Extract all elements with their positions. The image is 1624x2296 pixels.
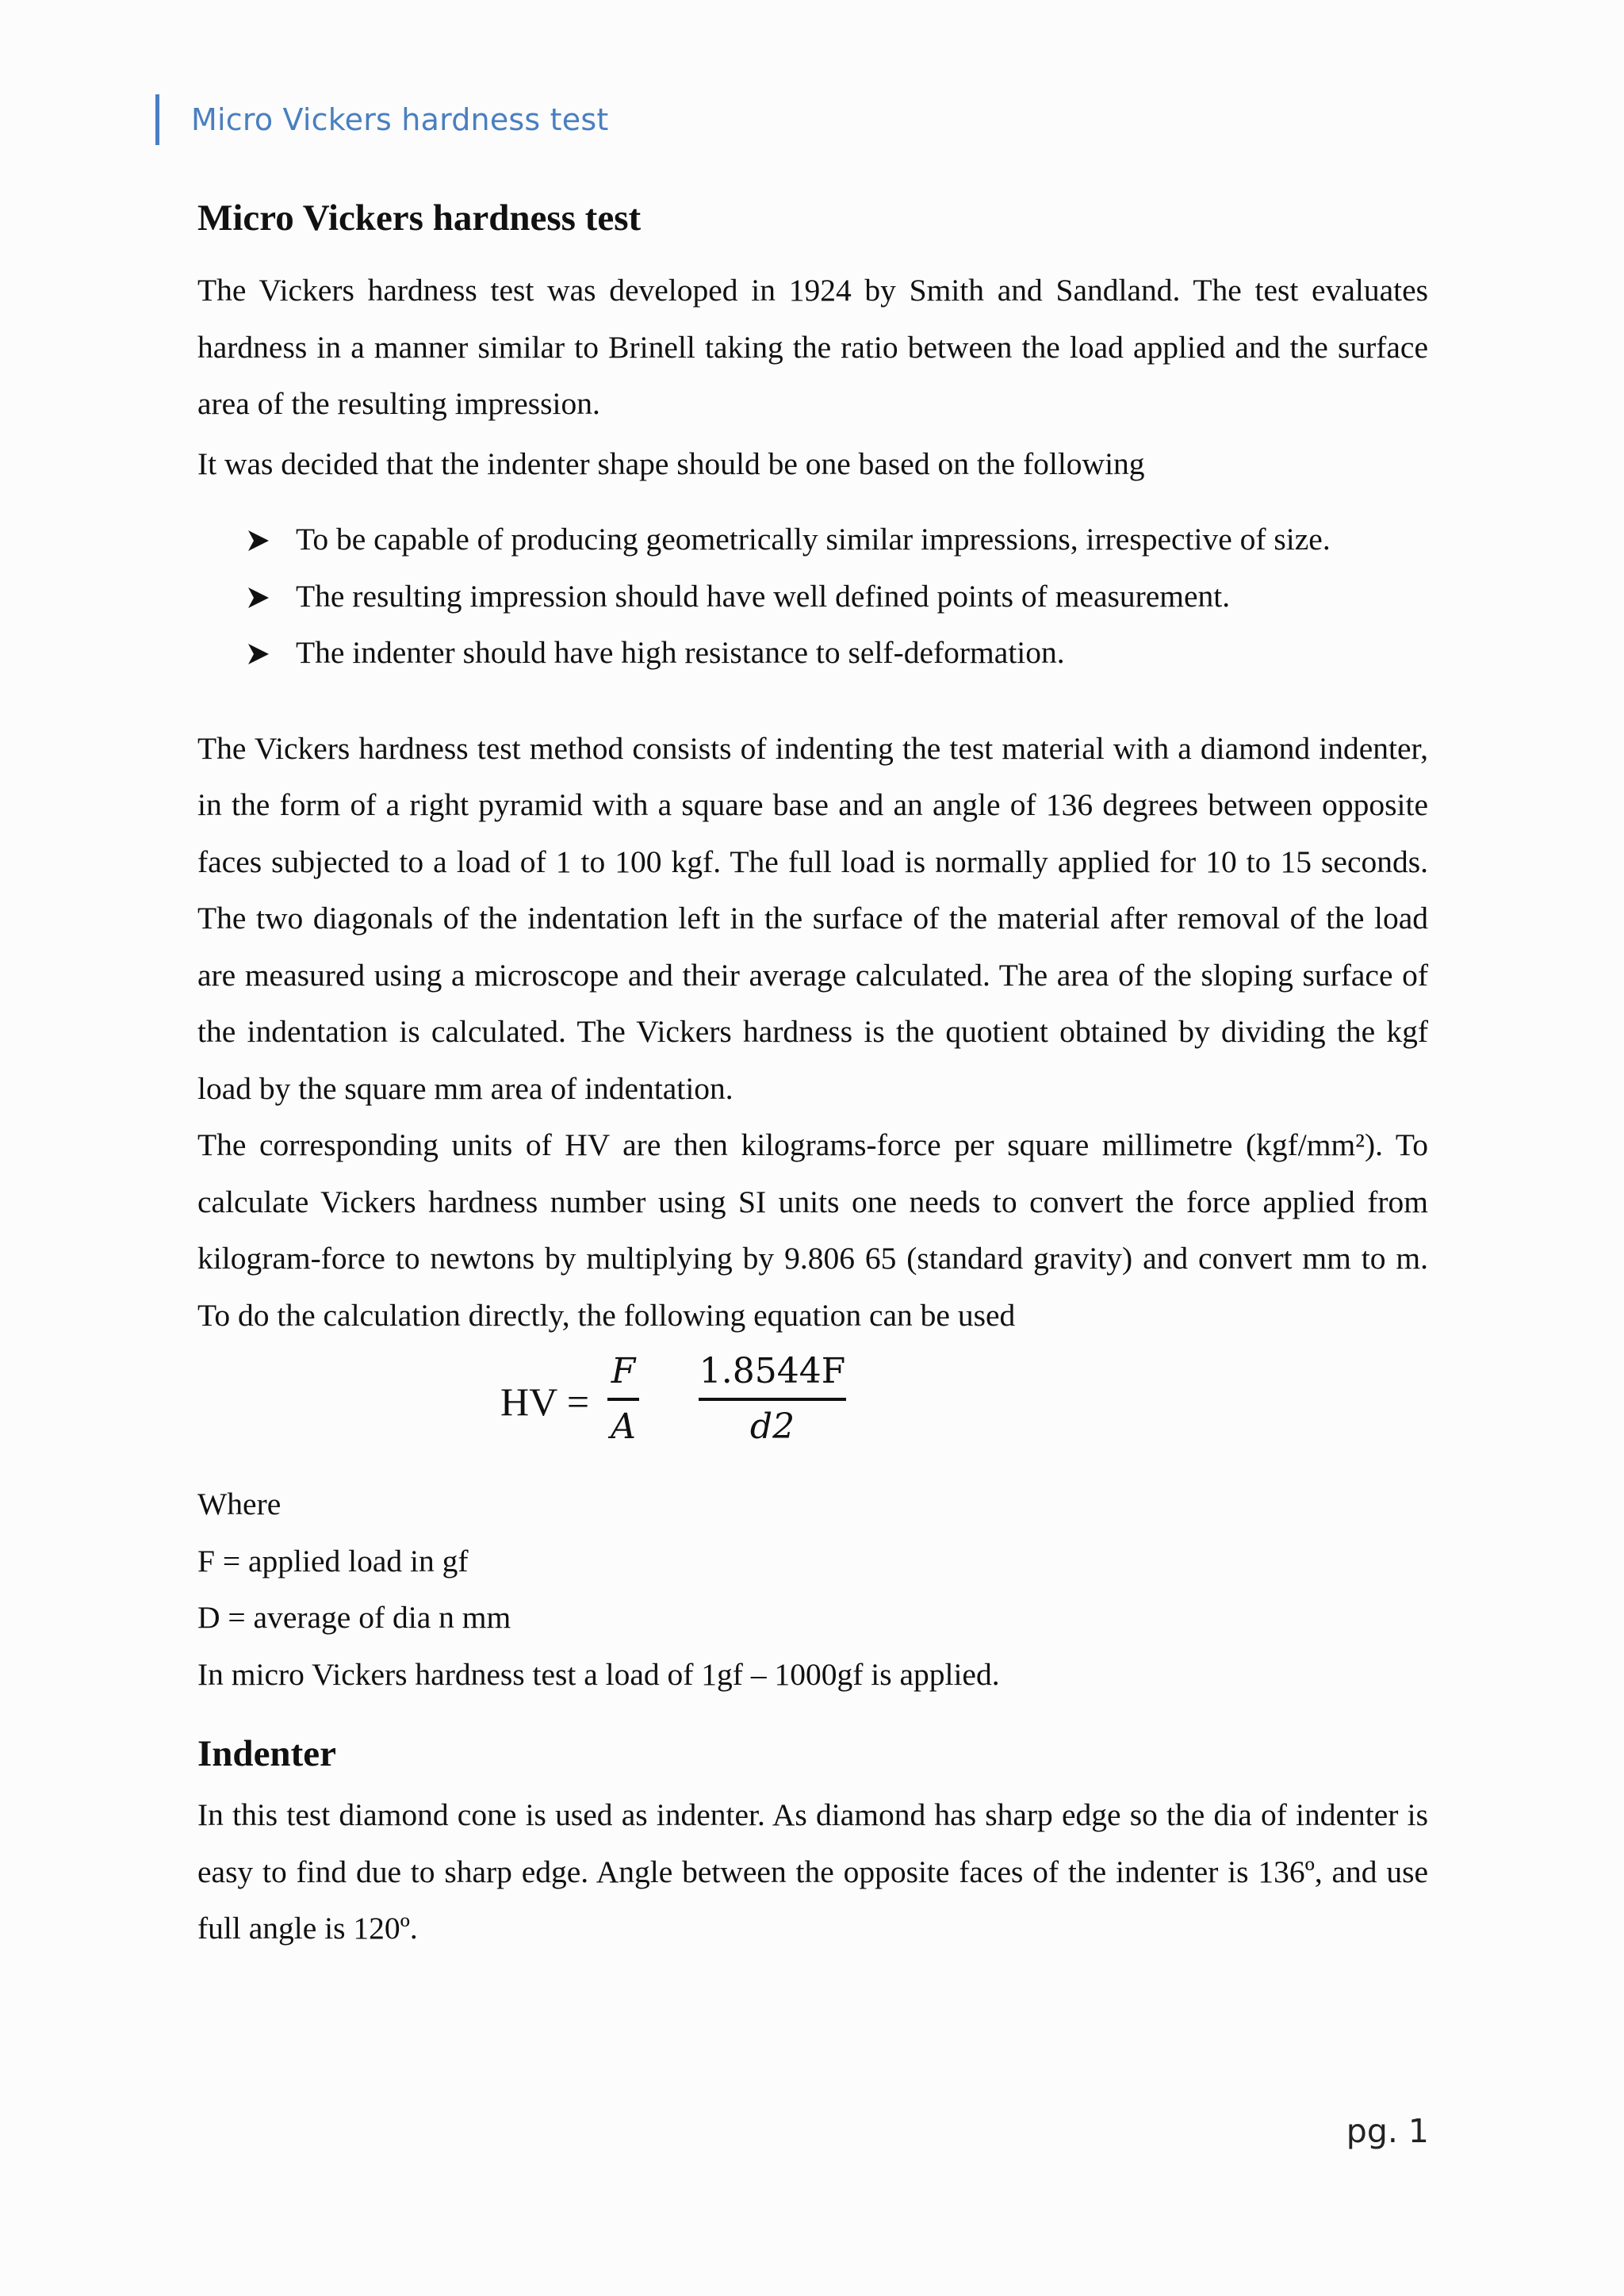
fraction-denominator: A	[611, 1406, 636, 1447]
vickers-equation	[197, 1344, 1428, 1467]
fraction-numerator: 1.8544F	[699, 1351, 846, 1391]
list-item	[197, 568, 1428, 626]
header-title: Micro Vickers hardness test	[191, 102, 609, 137]
running-header	[155, 94, 608, 146]
units-paragraph: The corresponding units of HV are then kilograms-force per square millimetre (kgf/mm²). To calculate Vickers hardness number using SI units one needs to convert the force applied from kilogram-force to newtons by multiplying by 9.806 65 (standard gravity) and convert mm to m. To do the calculation directly, the following equation can be used	[197, 1127, 1428, 1333]
list-item	[197, 625, 1428, 682]
intro-paragraph: The Vickers hardness test was developed in 1924 by Smith and Sandland. The test evaluates hardness in a manner similar to Brinell taking the ratio between the load applied and the surface area of the resulting impression.	[197, 273, 1428, 421]
page-number: pg. 1	[1346, 2112, 1429, 2150]
section-title-indenter: Indenter	[197, 1733, 336, 1774]
indenter-paragraph: In this test diamond cone is used as indenter. As diamond has sharp edge so the dia of indenter is easy to find due to sharp edge. Angle between the opposite faces of the indenter is 136º, and use full angle is 120º.	[197, 1797, 1428, 1946]
fraction-numerator: F	[611, 1351, 636, 1391]
arrowhead-bullet-icon	[247, 586, 270, 610]
list-item-text: The resulting impression should have well defined points of measurement.	[296, 578, 1231, 614]
arrowhead-bullet-icon	[247, 529, 270, 553]
method-paragraph: The Vickers hardness test method consists of indenting the test material with a diamond indenter, in the form of a right pyramid with a square base and an angle of 136 degrees between opposite faces subjected to a load of 1 to 100 kgf. The full load is normally applied for 10 to 15 seconds. The two diagonals of the indentation left in the surface of the material after removal of the load are measured using a microscope and their average calculated. The area of the sloping surface of the indentation is calculated. The Vickers hardness is the quotient obtained by dividing the kgf load by the square mm area of indentation.	[197, 730, 1428, 1106]
list-item-text: The indenter should have high resistance to self-deformation.	[296, 635, 1065, 670]
fraction-denominator: d2	[749, 1406, 795, 1447]
load-range-note: In micro Vickers hardness test a load of 1gf – 1000gf is applied.	[197, 1656, 1000, 1692]
list-item	[197, 511, 1428, 568]
document-body	[197, 194, 1428, 1957]
header-accent-bar	[155, 94, 159, 145]
fraction-constant-over-d2	[699, 1345, 846, 1453]
section-title-micro-vickers: Micro Vickers hardness test	[197, 197, 642, 239]
equation-lhs: HV =	[500, 1380, 590, 1424]
f-definition: F = applied load in gf	[197, 1543, 469, 1578]
fraction-f-over-a	[607, 1345, 639, 1453]
where-label: Where	[197, 1487, 282, 1521]
list-item-text: To be capable of producing geometrically similar impressions, irrespective of size.	[296, 522, 1331, 557]
arrowhead-bullet-icon	[247, 642, 270, 666]
indenter-shape-paragraph: It was decided that the indenter shape should be one based on the following	[197, 446, 1145, 481]
criteria-list	[197, 511, 1428, 682]
d-definition: D = average of dia n mm	[197, 1600, 511, 1635]
